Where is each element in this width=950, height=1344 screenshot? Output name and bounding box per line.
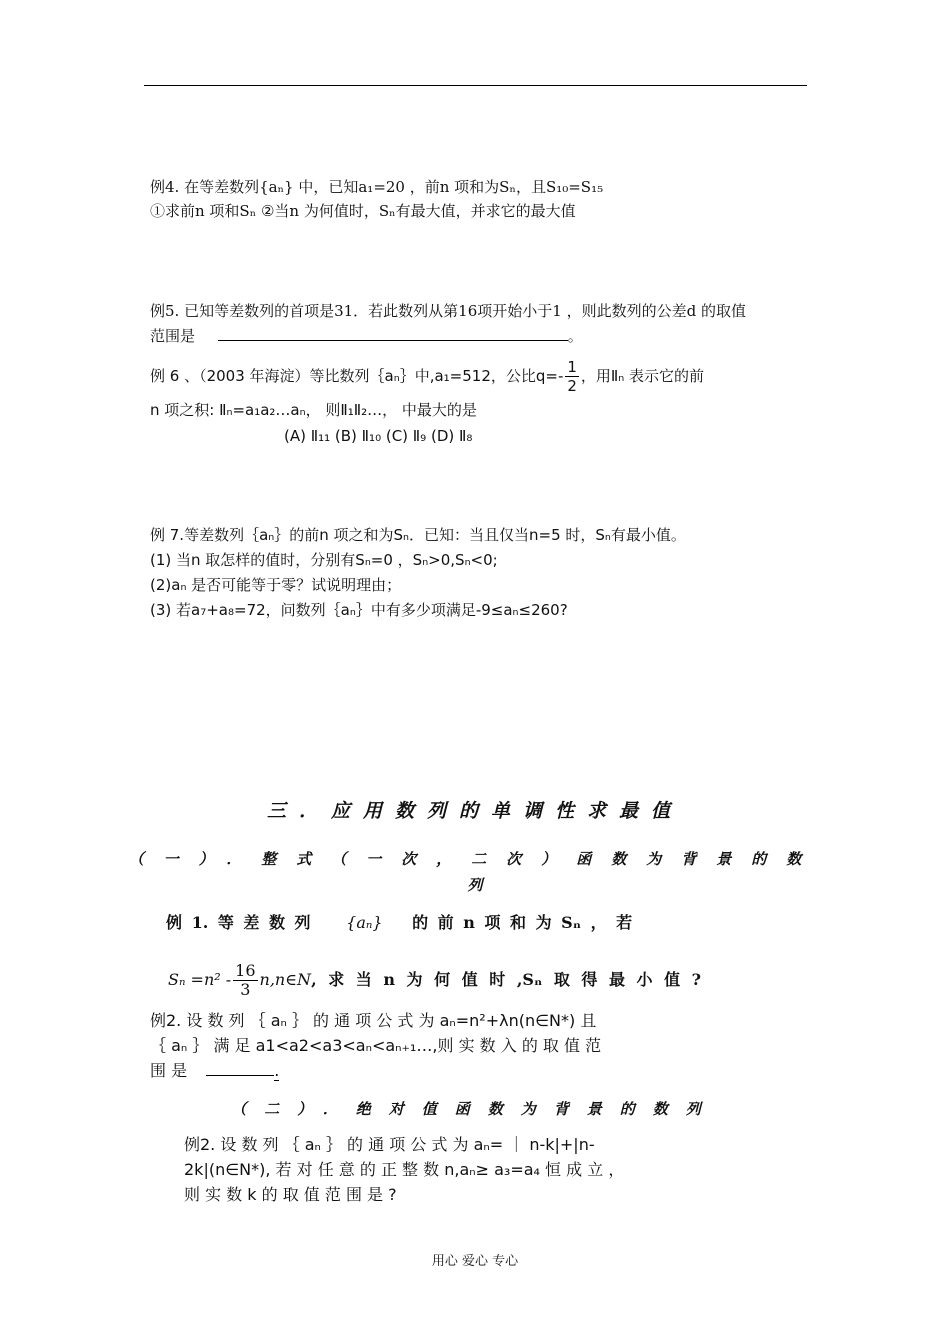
ex2a-line1: 例2. 设 数 列 ｛ aₙ ｝ 的 通 项 公 式 为 aₙ=n²+λn(n∈N*) 且 [150, 1011, 597, 1030]
fraction-sixteen-thirds [233, 962, 257, 999]
fraction-one-half [565, 358, 579, 395]
ex1-formula-b: n,n∈N [259, 970, 312, 989]
ex5-range-label: 范围是 [150, 327, 196, 345]
ex7-line3: (2)aₙ 是否可能等于零？试说明理由； [150, 576, 402, 594]
ex5-period: 。 [567, 327, 583, 345]
ex2a-period: . [274, 1061, 280, 1080]
ex6-text-a: 例 6 、（2003 年海淀）等比数列｛aₙ｝中,a₁=512，公比q=- [150, 367, 564, 385]
ex1-question: , 求 当 n 为 何 值 时 ,Sₙ 取 得 最 小 值 ? [311, 970, 702, 989]
sequence-set: {aₙ} [346, 913, 383, 932]
header-rule [144, 85, 807, 86]
ex1-line2 [168, 958, 701, 1002]
ex4-line1: 例4. 在等差数列{aₙ} 中，已知a₁=20 ，前n 项和为Sₙ，且S₁₀=S₁₅ [150, 178, 604, 196]
ex1-text-a: 例 1. 等 差 数 列 [166, 913, 311, 932]
ex6-line1 [150, 356, 704, 396]
ex1-line1 [166, 913, 632, 933]
ex1-formula-a: Sₙ =n² - [168, 970, 232, 989]
ex2b-line1: 例2. 设 数 列 ｛ aₙ ｝ 的 通 项 公 式 为 aₙ= ｜ n-k|+|n- [184, 1135, 595, 1154]
section-title: 三．应用数列的单调性求最值 [266, 800, 683, 822]
ex2b-line2: 2k|(n∈N*), 若 对 任 意 的 正 整 数 n,aₙ≥ a₃=a₄ 恒 成 立 ， [184, 1160, 625, 1179]
fraction-numerator: 16 [235, 961, 256, 980]
ex5-line1: 例5. 已知等差数列的首项是31．若此数列从第16项开始小于1 ，则此数列的公差d 的取值 [150, 302, 746, 320]
answer-blank [218, 326, 568, 341]
subsection2-title: （二）．绝对值函数为背景的数列 [231, 1100, 719, 1118]
ex2a-line3 [150, 1061, 279, 1081]
subsection1-title-cont: 列 [467, 876, 483, 894]
ex7-line4: (3) 若a₇+a₈=72，问数列｛aₙ｝中有多少项满足-9≤aₙ≤260? [150, 601, 568, 619]
ex1-text-b: 的 前 n 项 和 为 Sₙ ， 若 [412, 913, 633, 932]
ex6-text-b: ，用Ⅱₙ 表示它的前 [580, 367, 705, 385]
ex7-line1: 例 7.等差数列｛aₙ｝的前n 项之和为Sₙ．已知：当且仅当n=5 时，Sₙ有最小值。 [150, 526, 686, 544]
page-footer: 用心 爱心 专心 [431, 1254, 519, 1269]
ex5-line2 [150, 326, 583, 346]
ex4-line2: ①求前n 项和Sₙ ②当n 为何值时，Sₙ有最大值，并求它的最大值 [150, 202, 576, 220]
answer-blank [206, 1061, 274, 1076]
fraction-denominator: 3 [240, 980, 251, 999]
ex6-line2: n 项之积: Ⅱₙ=a₁a₂…aₙ， 则Ⅱ₁Ⅱ₂…， 中最大的是 [150, 401, 477, 419]
ex2b-line3: 则 实 数 k 的 取 值 范 围 是 ? [184, 1185, 397, 1204]
ex6-options: (A) Ⅱ₁₁ (B) Ⅱ₁₀ (C) Ⅱ₉ (D) Ⅱ₈ [284, 427, 473, 445]
fraction-numerator: 1 [567, 358, 577, 376]
subsection1-title: （一）．整式（一次，二次）函数为背景的数 [128, 850, 822, 868]
ex2a-range-label: 围 是 [150, 1061, 188, 1080]
fraction-denominator: 2 [567, 377, 577, 395]
ex7-line2: (1) 当n 取怎样的值时，分别有Sₙ=0 ，Sₙ>0,Sₙ<0; [150, 551, 498, 569]
ex2a-line2: ｛ aₙ ｝ 满 足 a1<a2<a3<aₙ<aₙ₊₁…,则 实 数 入 的 取 值 范 [150, 1036, 602, 1055]
